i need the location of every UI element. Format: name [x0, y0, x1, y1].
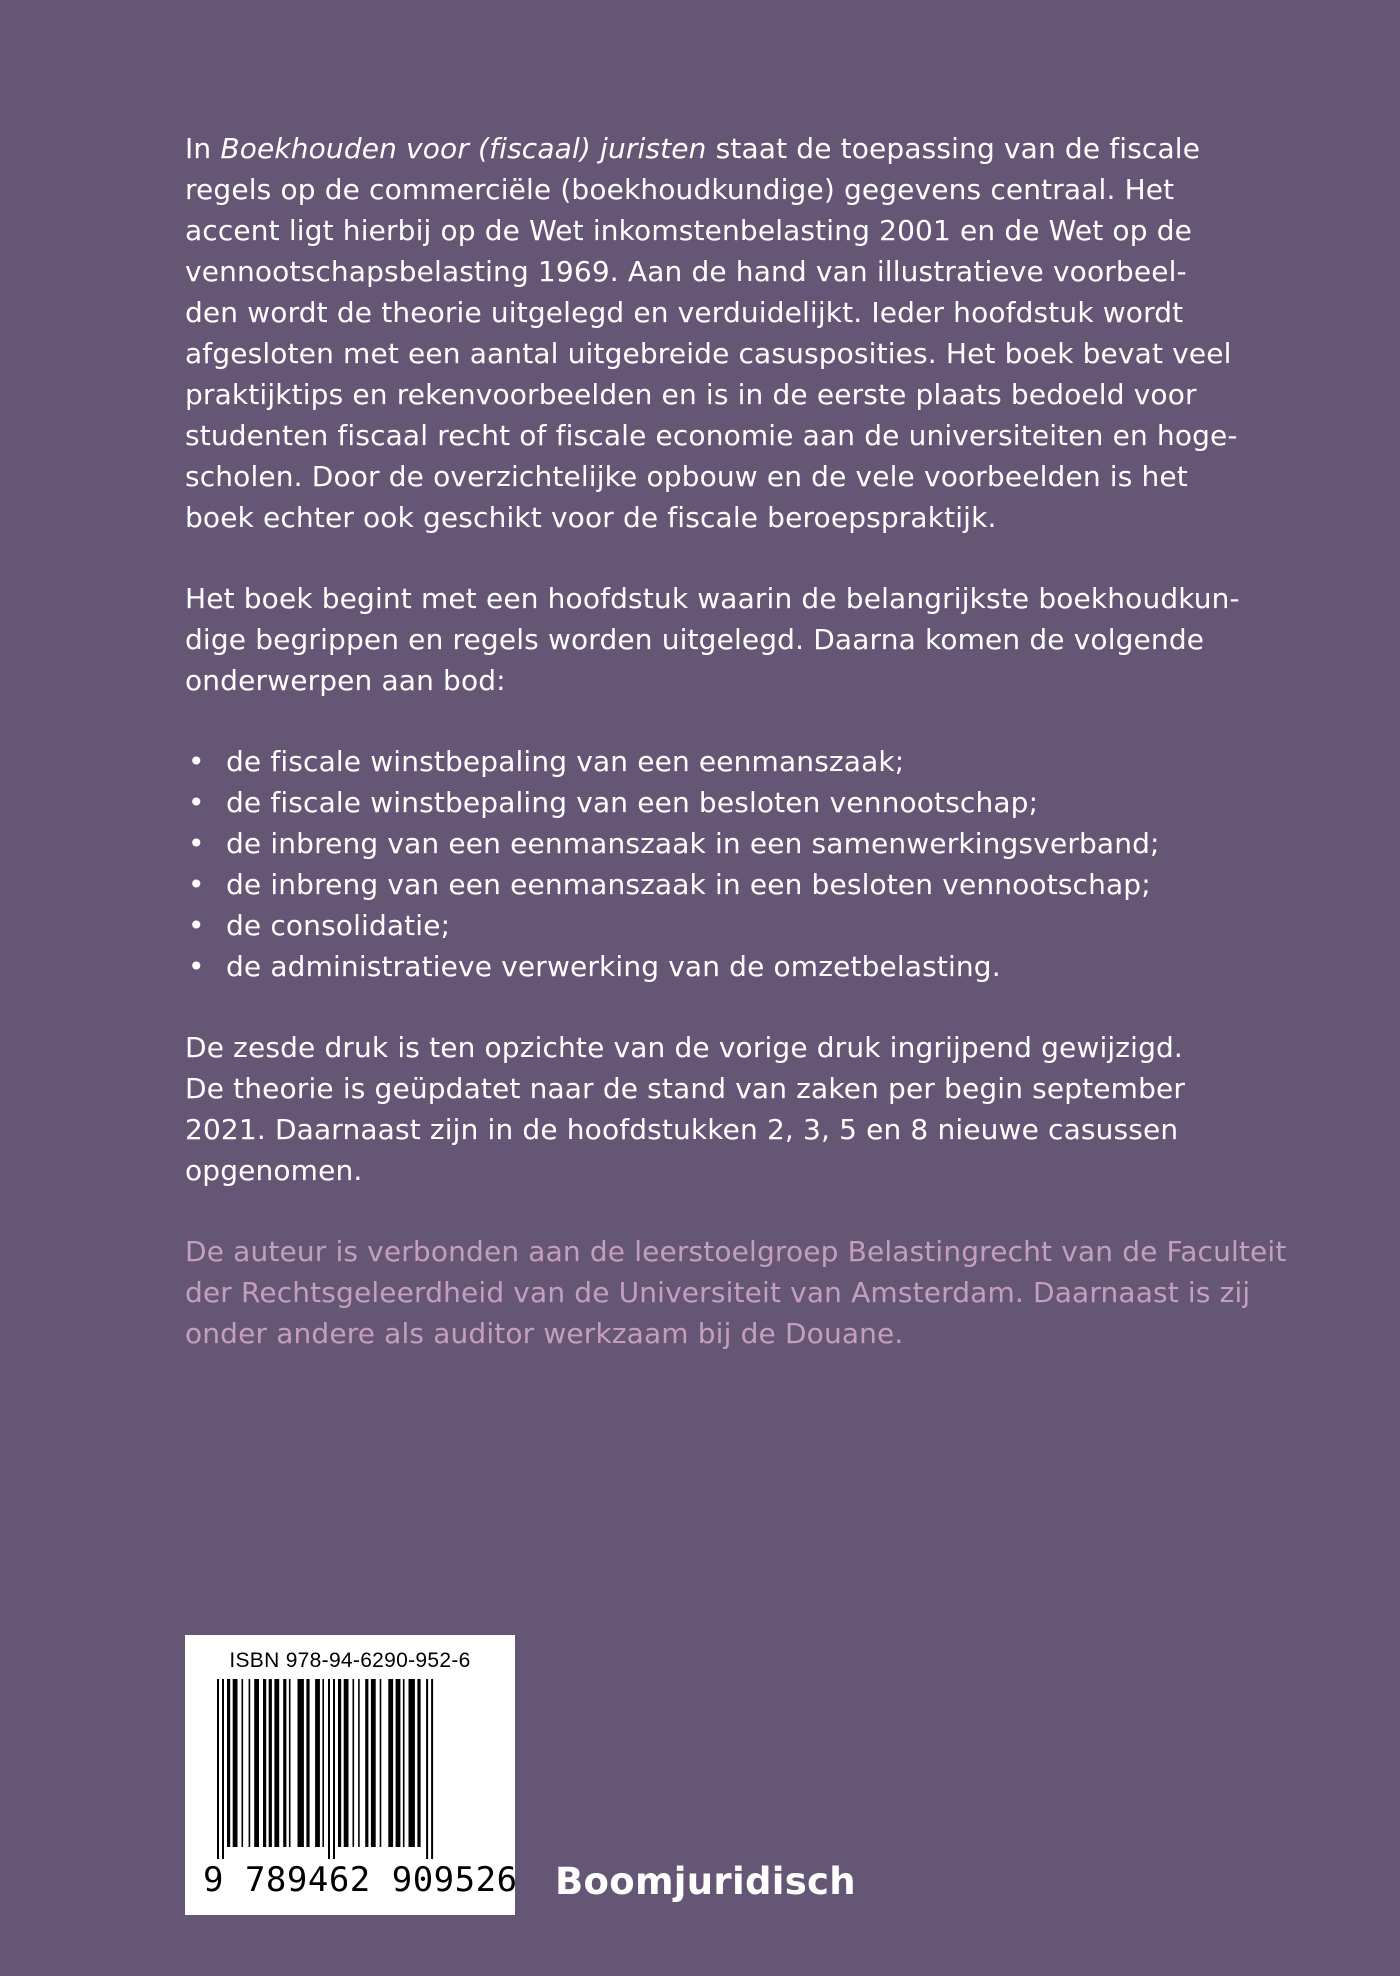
intro-line: boek echter ook geschikt voor de fiscale beroepspraktijk.	[185, 501, 997, 534]
barcode-bar	[333, 1679, 335, 1859]
barcode-bar	[338, 1679, 341, 1847]
list-item	[185, 823, 1225, 864]
bullet-icon: •	[188, 909, 205, 942]
intro-line-1	[185, 128, 1225, 169]
barcode-bar	[403, 1679, 405, 1847]
list-item-text: de inbreng van een eenmanszaak in een besloten vennootschap;	[226, 868, 1151, 901]
barcode-bar	[396, 1679, 401, 1847]
author-line: der Rechtsgeleerdheid van de Universiteit van Amsterdam. Daarnaast is zij	[185, 1276, 1251, 1309]
isbn-barcode	[185, 1635, 518, 1915]
barcode-bar	[353, 1679, 355, 1847]
barcode-bar	[431, 1679, 433, 1859]
topics-intro-line: onderwerpen aan bod:	[185, 664, 506, 697]
list-item	[185, 905, 1225, 946]
bullet-icon: •	[188, 827, 205, 860]
bullet-icon: •	[188, 868, 205, 901]
paragraph-spacer	[185, 987, 1225, 1027]
publisher-logo: Boomjuridisch	[555, 1860, 856, 1903]
barcode-bar	[322, 1679, 324, 1847]
barcode-bar	[289, 1679, 291, 1847]
barcode-bar	[227, 1679, 230, 1847]
barcode-bar	[274, 1679, 279, 1847]
bullet-icon: •	[188, 745, 205, 778]
barcode-bar	[358, 1679, 360, 1847]
intro-line: scholen. Door de overzichtelijke opbouw en de vele voorbeelden is het	[185, 460, 1188, 493]
author-line: De auteur is verbonden aan de leerstoelgroep Belastingrecht van de Faculteit	[185, 1235, 1287, 1268]
barcode-bar	[365, 1679, 368, 1847]
edition-line: opgenomen.	[185, 1154, 363, 1187]
barcode-bar	[217, 1679, 219, 1859]
barcode-bar	[417, 1679, 420, 1847]
barcode-bar	[409, 1679, 415, 1847]
edition-line: De theorie is geüpdatet naar de stand van zaken per begin september	[185, 1072, 1186, 1105]
list-item	[185, 782, 1225, 823]
barcode-bars	[215, 1679, 485, 1859]
barcode-bar	[388, 1679, 393, 1847]
list-item-text: de fiscale winstbepaling van een eenmanszaak;	[226, 745, 905, 778]
topics-list	[185, 741, 1225, 987]
barcode-bar	[328, 1679, 330, 1859]
list-item	[185, 741, 1225, 782]
barcode-bar	[315, 1679, 320, 1847]
topics-intro-line: dige begrippen en regels worden uitgelegd. Daarna komen de volgende	[185, 623, 1205, 656]
bullet-icon: •	[188, 950, 205, 983]
edition-line: 2021. Daarnaast zijn in de hoofdstukken 2, 3, 5 en 8 nieuwe casussen	[185, 1113, 1179, 1146]
book-title: Boekhouden voor (fiscaal) juristen	[220, 132, 707, 165]
intro-line: praktijktips en rekenvoorbeelden en is in de eerste plaats bedoeld voor	[185, 378, 1197, 411]
back-cover-text	[185, 128, 1287, 1354]
barcode-bar	[269, 1679, 272, 1847]
barcode-bar	[283, 1679, 286, 1847]
barcode-bar	[242, 1679, 244, 1847]
topics-intro-line: Het boek begint met een hoofdstuk waarin de belangrijkste boekhoudkun-	[185, 582, 1240, 615]
list-item-text: de administratieve verwerking van de omzetbelasting.	[226, 950, 1001, 983]
author-line: onder andere als auditor werkzaam bij de Douane.	[185, 1317, 904, 1350]
barcode-bar	[380, 1679, 382, 1847]
list-item-text: de fiscale winstbepaling van een besloten vennootschap;	[226, 786, 1039, 819]
edition-line: De zesde druk is ten opzichte van de vorige druk ingrijpend gewijzigd.	[185, 1031, 1183, 1064]
intro-line: studenten fiscaal recht of fiscale economie aan de universiteiten en hoge-	[185, 419, 1238, 452]
barcode-bar	[233, 1679, 238, 1847]
list-item-text: de consolidatie;	[226, 909, 451, 942]
barcode-bar	[344, 1679, 349, 1847]
paragraph-spacer	[185, 1191, 1225, 1231]
paragraph-spacer	[185, 701, 1225, 741]
author-paragraph	[185, 1231, 1287, 1354]
edition-paragraph	[185, 1027, 1225, 1191]
topics-intro-paragraph	[185, 578, 1240, 701]
list-item-text: de inbreng van een eenmanszaak in een samenwerkingsverband;	[226, 827, 1160, 860]
barcode-number: 9 789462 909526	[203, 1860, 518, 1900]
barcode-bar	[426, 1679, 428, 1859]
intro-line: afgesloten met een aantal uitgebreide casusposities. Het boek bevat veel	[185, 337, 1232, 370]
bullet-icon: •	[188, 786, 205, 819]
intro-suffix: staat de toepassing van de fiscale	[706, 132, 1201, 165]
intro-prefix: In	[185, 132, 221, 165]
list-item	[185, 864, 1225, 905]
intro-paragraph	[185, 128, 1238, 538]
isbn-label: ISBN 978-94-6290-952-6	[229, 1649, 471, 1672]
barcode-bar	[298, 1679, 304, 1847]
list-item	[185, 946, 1225, 987]
barcode-bar	[254, 1679, 259, 1847]
barcode-bar	[222, 1679, 224, 1859]
barcode-bar	[371, 1679, 376, 1847]
barcode-bar	[249, 1679, 251, 1847]
paragraph-spacer	[185, 538, 1225, 578]
intro-line: den wordt de theorie uitgelegd en verduidelijkt. Ieder hoofdstuk wordt	[185, 296, 1184, 329]
intro-line: vennootschapsbelasting 1969. Aan de hand van illustratieve voorbeel-	[185, 255, 1187, 288]
intro-line: accent ligt hierbij op de Wet inkomstenbelasting 2001 en de Wet op de	[185, 214, 1192, 247]
barcode-bar	[306, 1679, 309, 1847]
barcode-bar	[263, 1679, 266, 1847]
intro-line: regels op de commerciële (boekhoudkundige) gegevens centraal. Het	[185, 173, 1175, 206]
